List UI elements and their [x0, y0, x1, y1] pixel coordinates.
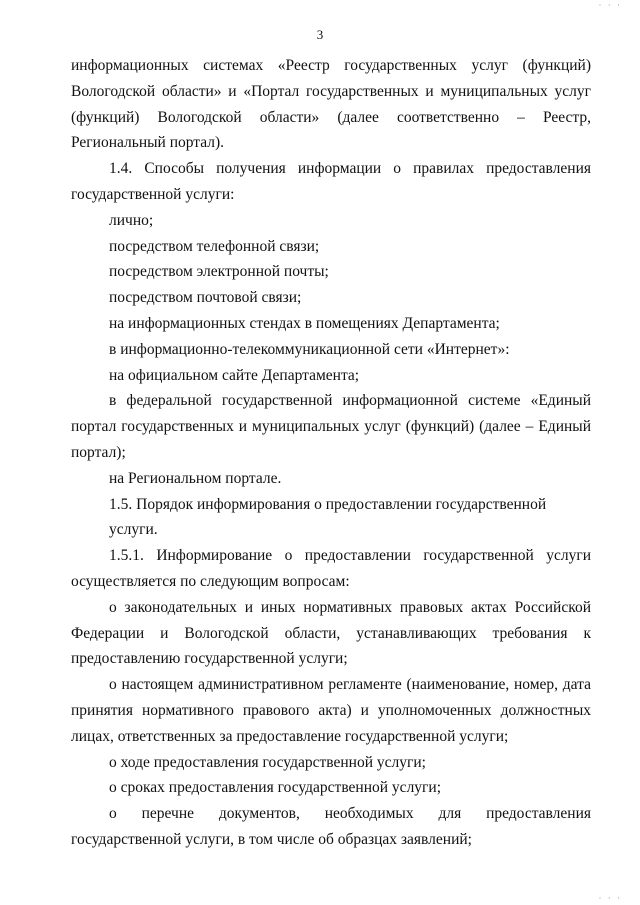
text-line: предоставлению государственной услуги;: [71, 650, 348, 668]
text-line: государственной услуги, в том числе об образцах заявлений;: [71, 830, 472, 848]
section-heading-1-5: 1.5. Порядок информирования о предоставлении государственной услуги.: [109, 495, 547, 539]
text-line: портал);: [71, 443, 126, 461]
list-item: посредством почтовой связи;: [109, 289, 302, 307]
text-line: принятия нормативного правового акта) и уполномоченных должностных: [71, 701, 591, 719]
text-line: Вологодской области» и «Портал государственных и муниципальных услуг: [71, 82, 591, 100]
corner-mark-top: · · ·: [598, 0, 622, 10]
document-body: [71, 53, 591, 853]
list-item: на официальном сайте Департамента;: [109, 366, 360, 384]
text-line: портал государственных и муниципальных услуг (функций) (далее – Единый: [71, 418, 591, 436]
text-line: информационных системах «Реестр государственных услуг (функций): [71, 57, 591, 74]
section-heading-1-4: 1.4. Способы получения информации о правилах предоставления: [109, 160, 591, 178]
text-line: лицах, ответственных за предоставление государственной услуги;: [71, 727, 509, 745]
corner-mark-bottom: · · ·: [598, 893, 622, 903]
text-line: Федерации и Вологодской области, устанавливающих требования к: [71, 624, 591, 642]
list-item: о ходе предоставления государственной услуги;: [109, 753, 426, 771]
list-item: в федеральной государственной информационной системе «Единый: [109, 392, 591, 410]
page-number: 3: [316, 27, 324, 42]
list-item: в информационно-телекоммуникационной сети «Интернет»:: [109, 340, 510, 358]
list-item: о законодательных и иных нормативных правовых актах Российской: [109, 598, 591, 616]
text-line: осуществляется по следующим вопросам:: [71, 572, 350, 590]
list-item: о настоящем административном регламенте (наименование, номер, дата: [109, 676, 591, 694]
list-item: о перечне документов, необходимых для предоставления: [109, 805, 591, 823]
list-item: на информационных стендах в помещениях Департамента;: [109, 314, 500, 332]
list-item: о сроках предоставления государственной услуги;: [109, 779, 442, 797]
text-line: государственной услуги:: [71, 185, 235, 203]
list-item: посредством электронной почты;: [109, 263, 329, 281]
text-line: Региональный портал).: [71, 134, 225, 152]
list-item: на Региональном портале.: [109, 469, 282, 487]
list-item: лично;: [109, 211, 154, 229]
list-item: посредством телефонной связи;: [109, 237, 320, 255]
section-heading-1-5-1: 1.5.1. Информирование о предоставлении государственной услуги: [109, 547, 591, 565]
text-line: (функций) Вологодской области» (далее соответственно – Реестр,: [71, 108, 591, 126]
